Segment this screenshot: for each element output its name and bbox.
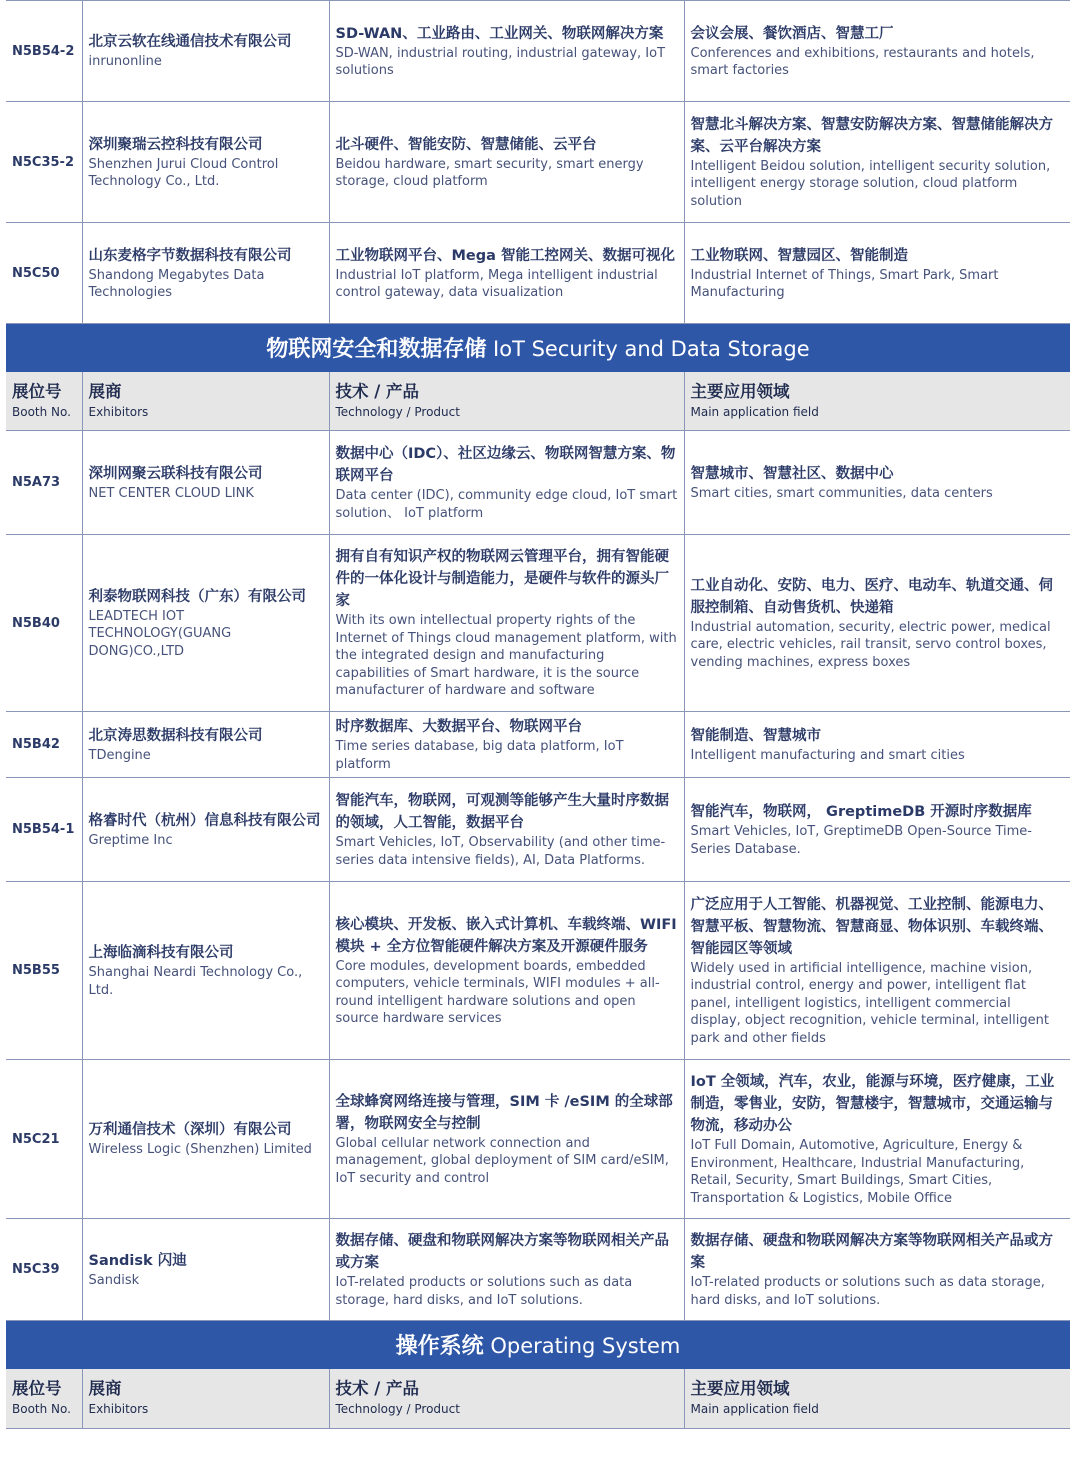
field-cell bbox=[684, 778, 1070, 882]
field-cn: 会议会展、餐饮酒店、智慧工厂 bbox=[690, 25, 894, 42]
column-header-cn: 主要应用领域 bbox=[690, 1378, 790, 1398]
exhibitor-cell bbox=[82, 102, 329, 223]
column-header-en: Exhibitors bbox=[88, 404, 149, 419]
product-cell bbox=[329, 1219, 684, 1321]
field-cn: 数据存储、硬盘和物联网解决方案等物联网相关产品或方案 bbox=[690, 1233, 1053, 1271]
product-en: Global cellular network connection and management, global deployment of SIM card/eSIM, IoT security and control bbox=[335, 1135, 669, 1186]
product-en: Time series database, big data platform, IoT platform bbox=[335, 739, 624, 772]
exhibitor-name-cn: 上海临滴科技有限公司 bbox=[88, 945, 234, 961]
exhibitor-cell bbox=[82, 882, 329, 1060]
booth-number: N5B42 bbox=[12, 737, 60, 752]
exhibitor-name-en: Sandisk bbox=[88, 1272, 140, 1288]
product-cn: SD-WAN、工业路由、工业网关、物联网解决方案 bbox=[335, 25, 664, 42]
product-cell bbox=[329, 712, 684, 778]
product-en: Industrial IoT platform, Mega intelligent industrial control gateway, data visualization bbox=[335, 267, 658, 300]
column-header-cn: 展位号 bbox=[12, 381, 62, 401]
booth-number: N5B55 bbox=[12, 963, 60, 978]
column-header-exhibitor bbox=[82, 372, 329, 431]
field-en: IoT Full Domain, Automotive, Agriculture, Energy & Environment, Healthcare, Industrial Manufacturing, Retail, Security, Smart Buildings, Smart Cities, Transportation & Logistics, Mobile Office bbox=[690, 1138, 1025, 1206]
field-cn: 智慧城市、智慧社区、数据中心 bbox=[690, 465, 894, 482]
product-en: Beidou hardware, smart security, smart energy storage, cloud platform bbox=[335, 156, 644, 189]
product-cell bbox=[329, 1, 684, 102]
exhibitor-name-cn: 深圳聚瑞云控科技有限公司 bbox=[88, 136, 263, 153]
column-header-en: Booth No. bbox=[12, 404, 71, 419]
field-cell bbox=[684, 1060, 1070, 1219]
column-header-cn: 展商 bbox=[88, 381, 122, 401]
exhibitor-cell bbox=[82, 778, 329, 882]
product-cell bbox=[329, 882, 684, 1060]
exhibitor-cell bbox=[82, 1219, 329, 1321]
booth-number: N5B40 bbox=[12, 615, 60, 631]
column-header-en: Booth No. bbox=[12, 1401, 71, 1416]
field-cell bbox=[684, 223, 1070, 324]
booth-cell bbox=[6, 223, 82, 324]
booth-cell bbox=[6, 1060, 82, 1219]
column-header-en: Main application field bbox=[690, 404, 819, 419]
column-header-product bbox=[329, 1369, 684, 1429]
field-cell bbox=[684, 1, 1070, 102]
product-en: Smart Vehicles, IoT, Observability (and other time-series data intensive fields), AI, Data Platforms. bbox=[335, 835, 666, 868]
booth-cell bbox=[6, 712, 82, 778]
exhibitor-cell bbox=[82, 223, 329, 324]
booth-number: N5C50 bbox=[12, 265, 60, 281]
table-row bbox=[6, 778, 1070, 882]
column-header-cn: 主要应用领域 bbox=[690, 381, 790, 401]
field-cn: 广泛应用于人工智能、机器视觉、工业控制、能源电力、智慧平板、智慧物流、智慧商显、物体识别、车载终端、智能园区等领域 bbox=[690, 896, 1053, 957]
column-header-en: Technology / Product bbox=[335, 1401, 460, 1416]
exhibitor-name-cn: 山东麦格字节数据科技有限公司 bbox=[88, 247, 292, 264]
booth-number: N5B54-2 bbox=[12, 43, 75, 59]
column-header-booth bbox=[6, 372, 82, 431]
exhibitor-table bbox=[6, 0, 1070, 1429]
exhibitor-name-cn: Sandisk 闪迪 bbox=[88, 1252, 187, 1269]
exhibitor-name-en: inrunonline bbox=[88, 54, 162, 70]
table-row bbox=[6, 535, 1070, 712]
product-en: With its own intellectual property rights of the Internet of Things cloud management platform, with the integrated design and manufacturing capabilities of Smart hardware, it is the source manufacturer of hardware and software bbox=[335, 613, 677, 699]
booth-number: N5B54-1 bbox=[12, 822, 75, 837]
column-header-booth bbox=[6, 1369, 82, 1429]
field-cell bbox=[684, 102, 1070, 223]
column-header-row bbox=[6, 1369, 1070, 1429]
booth-cell bbox=[6, 102, 82, 223]
product-cell bbox=[329, 431, 684, 535]
booth-cell bbox=[6, 535, 82, 712]
exhibitor-name-en: Shenzhen Jurui Cloud Control Technology Co., Ltd. bbox=[88, 156, 279, 189]
product-en: IoT-related products or solutions such as data storage, hard disks, and IoT solutions. bbox=[335, 1275, 633, 1308]
table-row bbox=[6, 223, 1070, 324]
booth-number: N5C35-2 bbox=[12, 154, 74, 170]
field-en: IoT-related products or solutions such as data storage, hard disks, and IoT solutions. bbox=[690, 1275, 1045, 1308]
section-header bbox=[6, 324, 1070, 372]
field-en: Industrial Internet of Things, Smart Park, Smart Manufacturing bbox=[690, 267, 999, 300]
exhibitor-cell bbox=[82, 712, 329, 778]
booth-cell bbox=[6, 778, 82, 882]
product-cn: 拥有自有知识产权的物联网云管理平台，拥有智能硬件的一体化设计与制造能力，是硬件与软件的源头厂家 bbox=[335, 549, 669, 610]
section-header bbox=[6, 1321, 1070, 1369]
exhibitor-name-en: LEADTECH IOT TECHNOLOGY(GUANG DONG)CO.,LTD bbox=[88, 608, 232, 659]
field-en: Intelligent manufacturing and smart cities bbox=[690, 747, 965, 763]
section-title bbox=[6, 324, 1070, 372]
exhibitor-name-en: Shanghai Neardi Technology Co., Ltd. bbox=[88, 965, 303, 998]
table-row bbox=[6, 102, 1070, 223]
field-cell bbox=[684, 431, 1070, 535]
booth-number: N5A73 bbox=[12, 475, 61, 490]
booth-number: N5C39 bbox=[12, 1262, 60, 1277]
exhibitor-cell bbox=[82, 1, 329, 102]
product-cn: 数据中心（IDC）、社区边缘云、物联网智慧方案、物联网平台 bbox=[335, 446, 676, 484]
field-cn: 智能汽车，物联网， GreptimeDB 开源时序数据库 bbox=[690, 804, 1032, 820]
exhibitor-name-en: Wireless Logic (Shenzhen) Limited bbox=[88, 1142, 312, 1158]
table-row bbox=[6, 712, 1070, 778]
column-header-exhibitor bbox=[82, 1369, 329, 1429]
exhibitor-name-en: Greptime Inc bbox=[88, 832, 173, 848]
exhibitor-name-cn: 万利通信技术（深圳）有限公司 bbox=[88, 1122, 292, 1139]
field-cn: 智慧北斗解决方案、智慧安防解决方案、智慧储能解决方案、云平台解决方案 bbox=[690, 116, 1053, 155]
column-header-cn: 技术 / 产品 bbox=[335, 381, 420, 401]
field-cell bbox=[684, 712, 1070, 778]
product-cn: 时序数据库、大数据平台、物联网平台 bbox=[335, 719, 582, 735]
product-en: Core modules, development boards, embedded computers, vehicle terminals, WIFI modules + all-round intelligent hardware solutions and open source hardware services bbox=[335, 958, 660, 1026]
product-cell bbox=[329, 1060, 684, 1219]
table-row bbox=[6, 1060, 1070, 1219]
column-header-product bbox=[329, 372, 684, 431]
table-row bbox=[6, 1219, 1070, 1321]
table-row bbox=[6, 431, 1070, 535]
product-cell bbox=[329, 778, 684, 882]
booth-cell bbox=[6, 431, 82, 535]
product-cell bbox=[329, 223, 684, 324]
exhibitor-name-cn: 格睿时代（杭州）信息科技有限公司 bbox=[88, 812, 321, 829]
exhibitor-cell bbox=[82, 535, 329, 712]
exhibitor-name-cn: 北京云软在线通信技术有限公司 bbox=[88, 34, 292, 51]
column-header-field bbox=[684, 1369, 1070, 1429]
product-cn: 北斗硬件、智能安防、智慧储能、云平台 bbox=[335, 136, 597, 153]
product-cn: 智能汽车，物联网，可观测等能够产生大量时序数据的领域，人工智能，数据平台 bbox=[335, 793, 669, 831]
field-en: Conferences and exhibitions, restaurants and hotels, smart factories bbox=[690, 45, 1035, 78]
exhibitor-cell bbox=[82, 1060, 329, 1219]
field-en: Industrial automation, security, electric power, medical care, electric vehicles, rail transit, servo control boxes, vending machines, express boxes bbox=[690, 619, 1051, 670]
column-header-cn: 技术 / 产品 bbox=[335, 1378, 420, 1398]
product-en: Data center (IDC), community edge cloud, IoT smart solution、 IoT platform bbox=[335, 488, 678, 521]
booth-cell bbox=[6, 1219, 82, 1321]
field-cn: IoT 全领域，汽车，农业，能源与环境，医疗健康，工业制造，零售业，安防，智慧楼宇，智慧城市，交通运输与物流，移动办公 bbox=[690, 1074, 1055, 1134]
field-cn: 工业自动化、安防、电力、医疗、电动车、轨道交通、伺服控制箱、自动售货机、快递箱 bbox=[690, 577, 1053, 616]
section-title-cn: 物联网安全和数据存储 bbox=[266, 337, 487, 363]
field-cell bbox=[684, 1219, 1070, 1321]
table-row bbox=[6, 1, 1070, 102]
field-cn: 工业物联网、智慧园区、智能制造 bbox=[690, 247, 908, 264]
section-title-en: Operating System bbox=[483, 1334, 681, 1359]
exhibitor-name-en: TDengine bbox=[88, 747, 151, 763]
section-title-cn: 操作系统 bbox=[395, 1334, 484, 1360]
product-cell bbox=[329, 535, 684, 712]
section-title-en: IoT Security and Data Storage bbox=[486, 337, 810, 362]
field-cell bbox=[684, 535, 1070, 712]
product-cn: 工业物联网平台、Mega 智能工控网关、数据可视化 bbox=[335, 247, 675, 264]
exhibitor-cell bbox=[82, 431, 329, 535]
booth-cell bbox=[6, 1, 82, 102]
booth-cell bbox=[6, 882, 82, 1060]
column-header-en: Technology / Product bbox=[335, 404, 460, 419]
product-cell bbox=[329, 102, 684, 223]
field-en: Smart cities, smart communities, data centers bbox=[690, 485, 993, 501]
field-cell bbox=[684, 882, 1070, 1060]
product-cn: 数据存储、硬盘和物联网解决方案等物联网相关产品或方案 bbox=[335, 1233, 669, 1271]
field-en: Smart Vehicles, IoT, GreptimeDB Open-Source Time-Series Database. bbox=[690, 824, 1032, 857]
field-en: Intelligent Beidou solution, intelligent security solution, intelligent energy storage solution, cloud platform solution bbox=[690, 158, 1051, 209]
booth-number: N5C21 bbox=[12, 1131, 60, 1147]
column-header-row bbox=[6, 372, 1070, 431]
exhibitor-name-cn: 利泰物联网科技（广东）有限公司 bbox=[88, 588, 306, 605]
section-title bbox=[6, 1321, 1070, 1369]
product-en: SD-WAN, industrial routing, industrial gateway, IoT solutions bbox=[335, 45, 666, 78]
exhibitor-name-cn: 北京涛思数据科技有限公司 bbox=[88, 727, 263, 744]
exhibitor-name-en: Shandong Megabytes Data Technologies bbox=[88, 267, 265, 300]
product-cn: 核心模块、开发板、嵌入式计算机、车载终端、WIFI 模块 + 全方位智能硬件解决方案及开源硬件服务 bbox=[335, 916, 677, 955]
exhibitor-name-en: NET CENTER CLOUD LINK bbox=[88, 485, 254, 501]
product-cn: 全球蜂窝网络连接与管理，SIM 卡 /eSIM 的全球部署，物联网安全与控制 bbox=[335, 1093, 673, 1132]
column-header-cn: 展商 bbox=[88, 1378, 122, 1398]
exhibitor-name-cn: 深圳网聚云联科技有限公司 bbox=[88, 465, 263, 482]
column-header-en: Main application field bbox=[690, 1401, 819, 1416]
column-header-field bbox=[684, 372, 1070, 431]
table-row bbox=[6, 882, 1070, 1060]
field-cn: 智能制造、智慧城市 bbox=[690, 727, 821, 744]
column-header-en: Exhibitors bbox=[88, 1401, 149, 1416]
field-en: Widely used in artificial intelligence, machine vision, industrial control, energy and power, intelligent flat panel, intelligent logistics, intelligent commercial display, object recognition, vehicle terminal, intelligent park and other fields bbox=[690, 960, 1049, 1046]
column-header-cn: 展位号 bbox=[12, 1378, 62, 1398]
